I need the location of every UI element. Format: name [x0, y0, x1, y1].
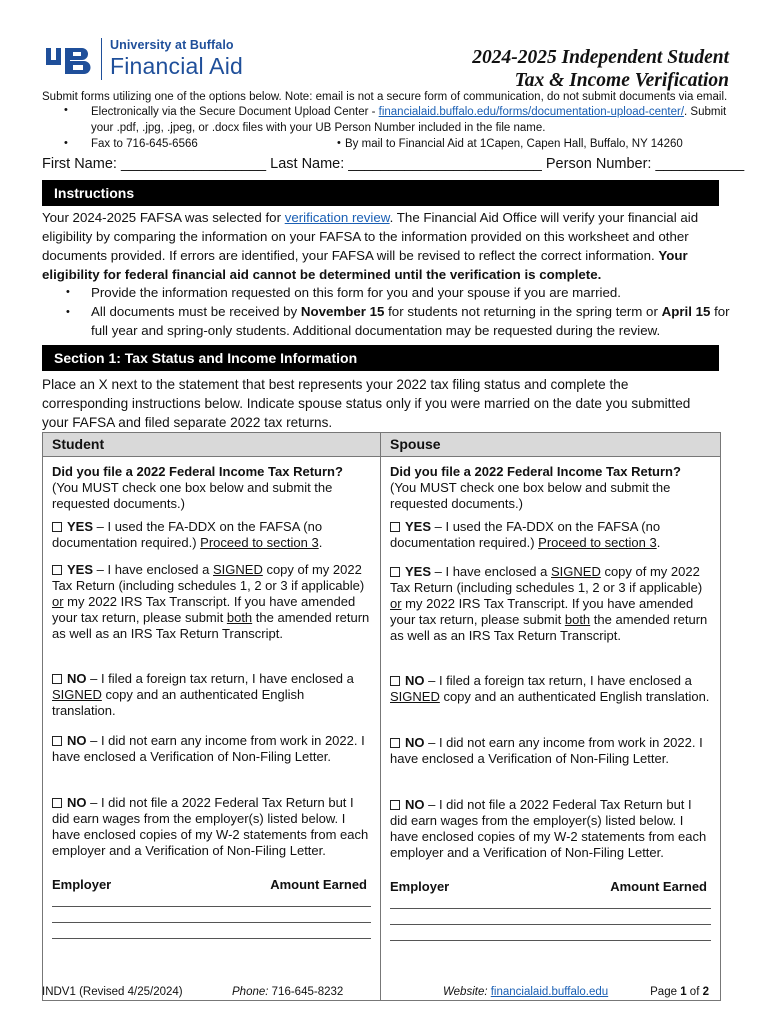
question — [52, 464, 371, 512]
question-text: Did you file a 2022 Federal Income Tax Return? — [390, 464, 681, 479]
question-text: Did you file a 2022 Federal Income Tax Return? — [52, 464, 343, 479]
upload-text-2: . Submit your .pdf, .jpg, .jpeg, or .docx files with your UB Person Number included in the file name. — [91, 106, 727, 134]
checkbox[interactable] — [52, 565, 62, 575]
option-no-wages — [52, 795, 371, 859]
employer-lines[interactable] — [52, 891, 371, 939]
b2-text-2: for students not returning in the spring term or — [384, 304, 662, 319]
bullet-icon: • — [66, 306, 70, 318]
checkbox[interactable] — [390, 567, 400, 577]
bullet-icon: • — [337, 137, 341, 149]
spouse-column — [381, 457, 721, 1001]
yes-label: YES — [67, 519, 94, 534]
signed-text: SIGNED — [390, 689, 440, 704]
signed-text: SIGNED — [213, 562, 263, 577]
option-text: – I did not file a 2022 Federal Tax Return but I did earn wages from the employer(s) listed below. I have enclosed copies of my W-2 statements from each employer and a Verification of Non-Filing Letter. — [390, 797, 707, 860]
instr-text: Your 2024-2025 FAFSA was selected for — [42, 210, 285, 225]
amount-label: Amount Earned — [270, 877, 367, 892]
col-student: Student — [43, 433, 381, 457]
ub-logo-icon — [46, 44, 94, 78]
question-note: (You MUST check one box below and submit the requested documents.) — [52, 480, 333, 511]
checkbox[interactable] — [52, 736, 62, 746]
no-label: NO — [67, 733, 87, 748]
checkbox[interactable] — [390, 522, 400, 532]
submit-option-mail: By mail to Financial Aid at 1Capen, Capen Hall, Buffalo, NY 14260 — [345, 138, 683, 150]
or-text: or — [390, 596, 402, 611]
name-fields[interactable]: First Name: __________________ Last Name: ________________________ Person Number: ___________ — [42, 156, 745, 172]
checkbox[interactable] — [52, 798, 62, 808]
yes-label: YES — [405, 519, 432, 534]
page-num: 1 — [680, 986, 687, 998]
option-text: – I used the FA-DDX on the FAFSA (no documentation required.) — [390, 519, 661, 550]
yes-label: YES — [67, 562, 94, 577]
student-column — [43, 457, 381, 1001]
instructions-paragraph — [42, 208, 730, 284]
question — [390, 464, 711, 512]
option-text-4: the amended return as well as an IRS Tax Return Transcript. — [390, 612, 708, 643]
option-text: – I have enclosed a — [431, 564, 551, 579]
option-yes-ddx: YES – I used the FA-DDX on the FAFSA (no documentation required.) Proceed to section 3. — [390, 519, 661, 550]
phone-label: Phone: — [232, 986, 269, 998]
website-label: Website: — [443, 986, 488, 998]
instructions-heading: Instructions — [42, 180, 719, 206]
no-label: NO — [405, 797, 425, 812]
option-text-2: copy of my 2022 Tax Return (including schedules 1, 2 or 3 if applicable) — [390, 564, 703, 595]
instr-bold: Your eligibility for federal financial aid cannot be determined until the verification is complete. — [42, 248, 688, 282]
logo-university: University at Buffalo — [110, 38, 234, 52]
proceed-link: Proceed to section 3 — [538, 535, 657, 550]
option-no-income — [52, 733, 371, 765]
form-title — [472, 46, 729, 92]
option-no-wages — [390, 797, 711, 861]
option-text: – I did not earn any income from work in 2022. I have enclosed a Verification of Non-Filing Letter. — [390, 735, 703, 766]
employer-label: Employer — [390, 879, 450, 894]
no-label: NO — [67, 671, 87, 686]
bullet-icon: • — [64, 104, 68, 116]
phone-number: 716-645-8232 — [271, 986, 344, 998]
option-yes-ddx: YES – I used the FA-DDX on the FAFSA (no documentation required.) Proceed to section 3. — [52, 519, 323, 550]
option-yes-return — [52, 562, 371, 642]
deadline-nov: November 15 — [300, 304, 385, 319]
yes-label: YES — [405, 564, 432, 579]
page-text-2: of — [686, 986, 703, 998]
b2-text: All documents must be received by — [91, 304, 301, 319]
submit-intro: Submit forms utilizing one of the options below. Note: email is not a secure form of communication, do not submit documents via email. — [42, 91, 728, 103]
no-label: NO — [405, 735, 425, 750]
option-text-4: the amended return as well as an IRS Tax Return Transcript. — [52, 610, 370, 641]
option-no-income — [390, 735, 711, 767]
no-label: NO — [67, 795, 87, 810]
option-text-2: copy of my 2022 Tax Return (including schedules 1, 2 or 3 if applicable) — [52, 562, 365, 593]
no-label: NO — [405, 673, 425, 688]
submit-option-fax: Fax to 716-645-6566 — [91, 138, 198, 150]
signed-text: SIGNED — [52, 687, 102, 702]
page-text: Page — [650, 986, 681, 998]
submit-option-upload — [91, 104, 729, 136]
bullet-icon: • — [66, 286, 70, 298]
proceed-link: Proceed to section 3 — [200, 535, 319, 550]
option-no-foreign — [52, 671, 371, 719]
checkbox[interactable] — [390, 738, 400, 748]
option-text-3: my 2022 IRS Tax Transcript. If you have amended your tax return, please submit — [52, 594, 356, 625]
option-text-2: copy and an authenticated English translation. — [52, 687, 305, 718]
footer-website — [443, 986, 608, 998]
option-yes-return — [390, 564, 711, 644]
checkbox[interactable] — [52, 674, 62, 684]
title-line-2: Tax & Income Verification — [514, 70, 729, 91]
option-text: – I filed a foreign tax return, I have enclosed a — [424, 673, 692, 688]
upload-text: Electronically via the Secure Document Upload Center - — [91, 106, 379, 118]
deadline-apr: April 15 — [661, 304, 711, 319]
website-link[interactable]: financialaid.buffalo.edu — [490, 986, 609, 998]
employer-lines[interactable] — [390, 893, 711, 941]
logo-divider — [101, 38, 102, 80]
instructions-bullet-2 — [91, 302, 733, 340]
footer-phone — [232, 986, 343, 998]
footer-form-id: INDV1 (Revised 4/25/2024) — [42, 986, 183, 998]
option-text: – I filed a foreign tax return, I have enclosed a — [86, 671, 354, 686]
b2-text-3: for full year and spring-only students. Additional documentation may be requested during the review. — [91, 304, 730, 338]
instructions-bullet-1: Provide the information requested on this form for you and your spouse if you are married. — [91, 285, 621, 300]
page-total: 2 — [702, 986, 709, 998]
both-text: both — [564, 612, 591, 627]
option-text: – I did not file a 2022 Federal Tax Return but I did earn wages from the employer(s) listed below. I have enclosed copies of my W-2 statements from each employer and a Verification of Non-Filing Letter. — [52, 795, 369, 858]
checkbox[interactable] — [52, 522, 62, 532]
checkbox[interactable] — [390, 800, 400, 810]
bullet-icon: • — [64, 137, 68, 149]
signed-text: SIGNED — [551, 564, 601, 579]
option-text: – I used the FA-DDX on the FAFSA (no documentation required.) — [52, 519, 323, 550]
checkbox[interactable] — [390, 676, 400, 686]
tax-status-table — [42, 432, 721, 1001]
footer-page — [650, 986, 709, 998]
upload-link[interactable]: financialaid.buffalo.edu/forms/documentation-upload-center/ — [378, 106, 685, 118]
section1-heading: Section 1: Tax Status and Income Information — [42, 345, 719, 371]
option-text: – I have enclosed a — [93, 562, 213, 577]
title-line-1: 2024-2025 Independent Student — [472, 47, 729, 68]
logo-department: Financial Aid — [110, 53, 244, 79]
col-spouse: Spouse — [381, 433, 721, 457]
section1-intro: Place an X next to the statement that best represents your 2022 tax filing status and complete the corresponding instructions below. Indicate spouse status only if you were married on the date you submitted your FAFSA and filed separate 2022 tax returns. — [42, 377, 691, 430]
question-note: (You MUST check one box below and submit the requested documents.) — [390, 480, 671, 511]
option-text-3: my 2022 IRS Tax Transcript. If you have amended your tax return, please submit — [390, 596, 694, 627]
amount-label: Amount Earned — [610, 879, 707, 894]
option-text-2: copy and an authenticated English translation. — [439, 689, 710, 704]
employer-label: Employer — [52, 877, 112, 892]
both-text: both — [226, 610, 253, 625]
or-text: or — [52, 594, 64, 609]
option-no-foreign — [390, 673, 711, 705]
verification-review-link[interactable]: verification review — [284, 210, 390, 225]
instr-text-2: . The Financial Aid Office will verify your financial aid eligibility by comparing the information on your FAFSA to the information provided on this worksheet and other documents provided. If errors are identified, your FAFSA will be revised to reflect the correct information. — [42, 210, 699, 263]
option-text: – I did not earn any income from work in 2022. I have enclosed a Verification of Non-Filing Letter. — [52, 733, 365, 764]
